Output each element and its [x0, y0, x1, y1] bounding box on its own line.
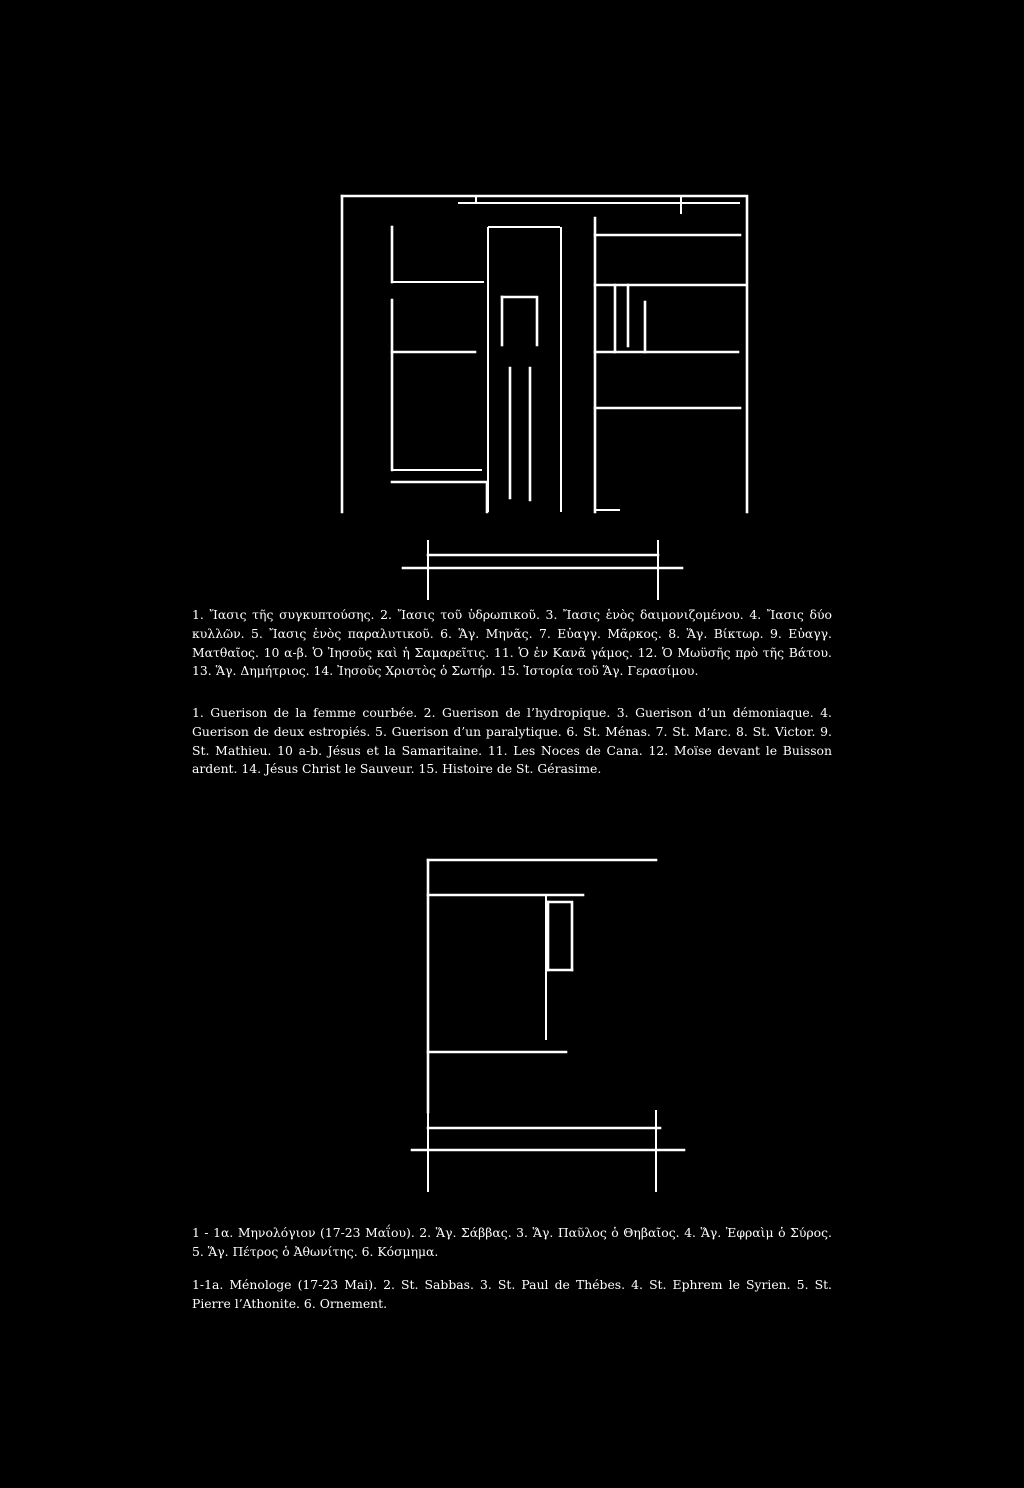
- diagram-1-caption-greek: 1. Ἴασις τῆς συγκυπτούσης. 2. Ἴασις τοῦ ὑδρωπικοῦ. 3. Ἴασις ἑνὸς δαιμονιζομένου. 4. Ἴασις δύο κυλλῶν. 5. Ἴασις ἑνὸς παραλυτικοῦ. 6. Ἅγ. Μηνᾶς. 7. Εὐαγγ. Μᾶρκος. 8. Ἅγ. Βίκτωρ. 9. Εὐαγγ. Ματθαῖος. 10 α-β. Ὁ Ἰησοῦς καὶ ἡ Σαμαρεῖτις. 11. Ὁ ἐν Κανᾶ γάμος. 12. Ὁ Μωϋσῆς πρὸ τῆς Βάτου. 13. Ἅγ. Δημήτριος. 14. Ἰησοῦς Χριστὸς ὁ Σωτήρ. 15. Ἱστορία τοῦ Ἅγ. Γερασίμου.: [192, 607, 832, 679]
- diagram-2-caption-french: 1-1a. Ménologe (17-23 Mai). 2. St. Sabbas. 3. St. Paul de Thébes. 4. St. Ephrem le Syrien. 5. St. Pierre l’Athonite. 6. Ornement.: [192, 1277, 832, 1311]
- diagram-2-caption-greek: 1 - 1α. Μηνολόγιον (17-23 Μαΐου). 2. Ἅγ. Σάββας. 3. Ἅγ. Παῦλος ὁ Θηβαῖος. 4. Ἅγ. Ἐφραὶμ ὁ Σύρος. 5. Ἅγ. Πέτρος ὁ Ἀθωνίτης. 6. Κόσμημα.: [192, 1225, 832, 1259]
- diagram-1-caption-french: 1. Guerison de la femme courbée. 2. Guerison de l’hydropique. 3. Guerison d’un démoniaque. 4. Guerison de deux estropiés. 5. Guerison d’un paralytique. 6. St. Ménas. 7. St. Marc. 8. St. Victor. 9. St. Mathieu. 10 a-b. Jésus et la Samaritaine. 11. Les Noces de Cana. 12. Moïse devant le Buisson ardent. 14. Jésus Christ le Sauveur. 15. Histoire de St. Gérasime.: [192, 705, 832, 777]
